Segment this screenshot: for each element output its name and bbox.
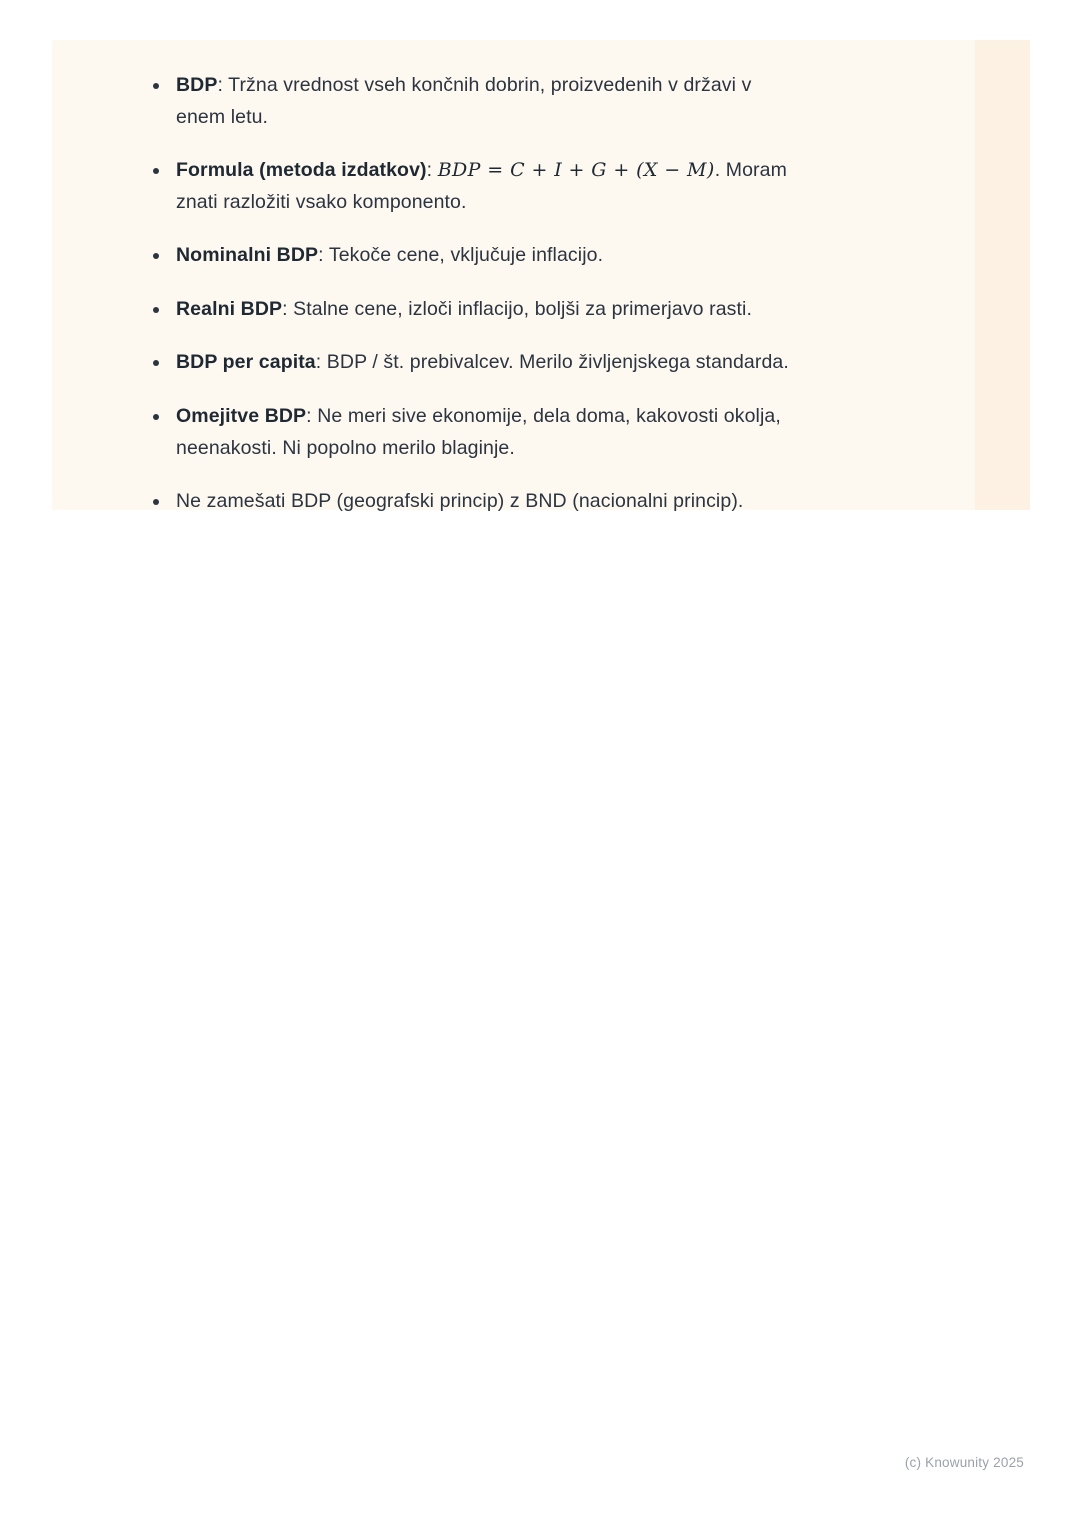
- list-item-lead: Realni BDP: [176, 297, 283, 320]
- list-item-lead: Nominalni BDP: [176, 244, 319, 267]
- list-item-lead: Omejitve BDP: [176, 405, 307, 428]
- list-item-text: : Ne meri sive ekonomije, dela doma, kakovosti okolja, neenakosti. Ni popolno merilo blaginje.: [176, 405, 781, 459]
- copyright-footer: (c) Knowunity 2025: [904, 1455, 1024, 1470]
- list-item-lead: BDP: [176, 74, 218, 96]
- formula-expression: BDP = C + I + G + (X − M): [437, 159, 715, 182]
- list-item: [52, 347, 1030, 379]
- list-item-text: Ne zamešati BDP (geografski princip) z BND (nacionalni princip).: [176, 490, 744, 513]
- list-item-text: : Tržna vrednost vseh končnih dobrin, proizvedenih v državi v enem letu.: [176, 74, 752, 128]
- list-item: [52, 294, 1030, 326]
- list-item-text-after: . Moram znati razložiti vsako komponento.: [176, 159, 787, 213]
- list-item: [52, 70, 1030, 133]
- note-content: [52, 40, 1030, 518]
- list-item-text: : Tekoče cene, vključuje inflacijo.: [318, 244, 604, 267]
- list-item-text: : BDP / št. prebivalcev. Merilo življenjskega standarda.: [315, 351, 789, 374]
- list-item-lead: BDP per capita: [176, 351, 316, 374]
- list-item: [52, 401, 1030, 464]
- list-item: [52, 486, 1030, 518]
- note-panel: [52, 40, 1030, 513]
- bullet-list: [52, 70, 1030, 518]
- list-item-text: : Stalne cene, izloči inflacijo, boljši za primerjavo rasti.: [282, 297, 752, 320]
- list-item: [52, 155, 1030, 218]
- list-item-lead: Formula (metoda izdatkov): [176, 159, 427, 182]
- list-item-text-before: :: [426, 159, 433, 182]
- list-item: [52, 240, 1030, 272]
